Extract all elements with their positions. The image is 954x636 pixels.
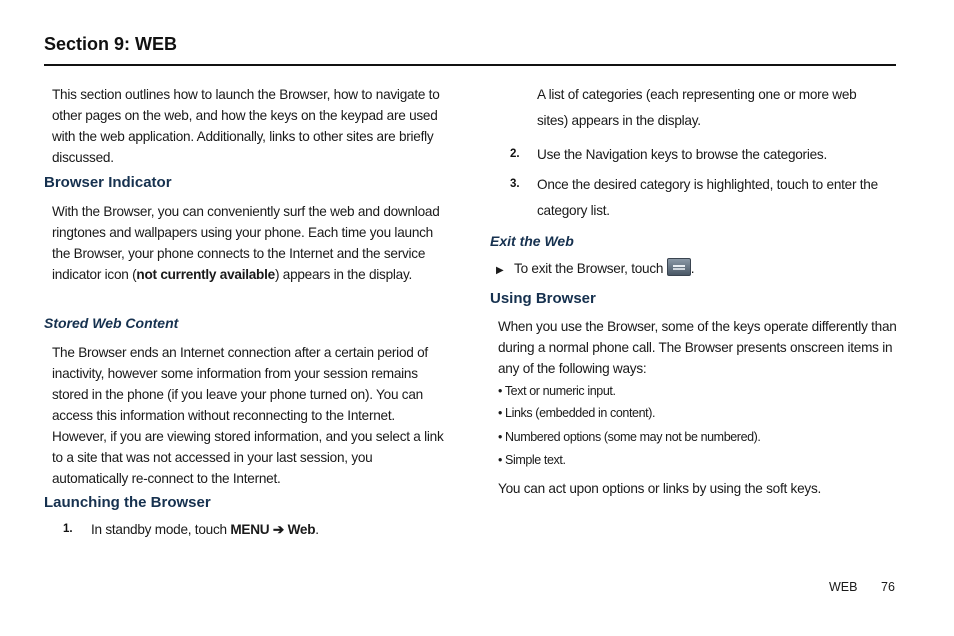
exit-the-web-heading: Exit the Web: [490, 233, 574, 249]
step-1-number: 1.: [63, 523, 73, 535]
step-3-number: 3.: [510, 178, 520, 190]
menu-key-icon: [667, 258, 691, 276]
list-item: • Links (embedded in content).: [498, 406, 656, 420]
list-item: • Text or numeric input.: [498, 384, 616, 398]
exit-instruction: [496, 258, 876, 281]
closing-paragraph: You can act upon options or links by using the soft keys.: [498, 481, 822, 496]
using-browser-paragraph: When you use the Browser, some of the keys operate differently than during a normal phone call. The Browser presents onscreen items in any of the following ways:: [498, 319, 897, 376]
menu-label: MENU: [230, 522, 270, 537]
stored-web-content-paragraph: The Browser ends an Internet connection after a certain period of inactivity, however some information from your session remains stored in the phone (if you leave your phone turned on). You can access this information without reconnecting to the Internet. However, if you are viewing stored information, and you select a link to a site that was not accessed in your last session, you automatically re-connect to the Internet.: [52, 345, 444, 486]
intro-paragraph: This section outlines how to launch the Browser, how to navigate to other pages on the web, and how the keys on the keypad are used with the web application. Additionally, links to other sites are briefly discussed.: [52, 87, 440, 165]
browser-indicator-text-2: ) appears in the display.: [274, 267, 413, 282]
step-2-number: 2.: [510, 148, 520, 160]
title-rule: [44, 64, 896, 66]
exit-suffix: .: [690, 261, 695, 276]
launching-browser-heading: Launching the Browser: [44, 494, 211, 511]
list-item: • Simple text.: [498, 453, 566, 467]
step-1-prefix: In standby mode, touch: [91, 522, 231, 537]
footer-section-label: WEB: [829, 580, 858, 594]
browser-indicator-paragraph: [52, 201, 452, 285]
list-item: • Numbered options (some may not be numbered).: [498, 430, 761, 444]
step-3-text: Once the desired category is highlighted, touch to enter the category list.: [537, 177, 878, 218]
categories-paragraph: A list of categories (each representing one or more web sites) appears in the display.: [537, 87, 857, 128]
web-label: Web: [287, 522, 316, 537]
arrow-icon: ➔: [272, 522, 285, 537]
step-1-suffix: .: [315, 522, 319, 537]
step-2-text: Use the Navigation keys to browse the categories.: [537, 147, 827, 162]
page-title: Section 9: WEB: [44, 34, 178, 54]
bullet-arrow-icon: ▶: [496, 265, 504, 276]
exit-text: To exit the Browser, touch: [514, 261, 664, 276]
not-available-label: not currently available: [136, 267, 275, 282]
stored-web-content-heading: Stored Web Content: [44, 315, 179, 331]
browser-indicator-heading: Browser Indicator: [44, 174, 172, 191]
step-1-text: [91, 519, 451, 540]
browser-indicator-text-1: With the Browser, you can conveniently surf the web and download ringtones and wallpapers using your phone. Each time you launch the Browser, your phone connects to the Internet and the service indicator icon (: [52, 204, 440, 282]
page-number: 76: [881, 580, 895, 594]
using-browser-heading: Using Browser: [490, 290, 596, 307]
